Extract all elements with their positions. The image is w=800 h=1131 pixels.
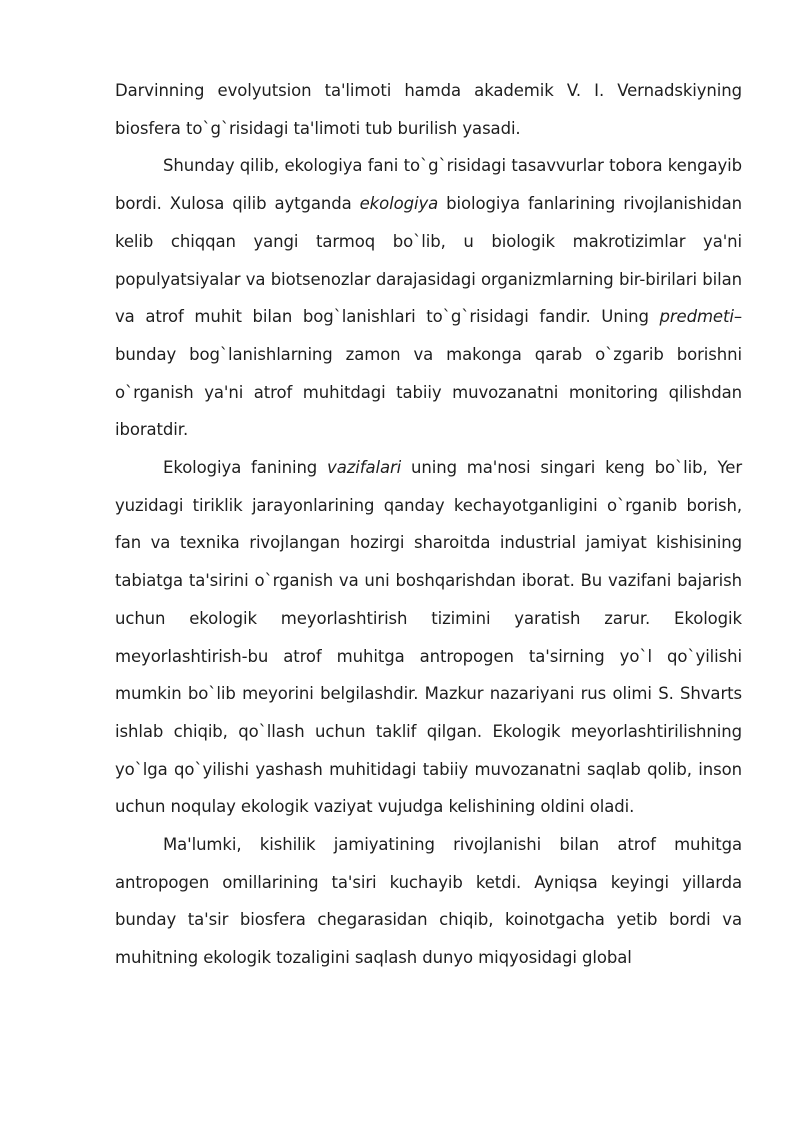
paragraph-2-text-b: biologiya fanlarining rivojlanishidan kelib chiqqan yangi tarmoq bo`lib, u biologik makrotizimlar ya'ni populyatsiyalar va biotsenozlar darajasidagi organizmlarning bir-birilari bilan va atrof muhit bilan bog`lanishlari to`g`risidagi fandir. Uning xyxy=(115,194,743,327)
paragraph-3 xyxy=(115,449,742,826)
term-vazifalari: vazifalari xyxy=(327,458,402,478)
paragraph-3-text-a: Ekologiya fanining xyxy=(163,458,328,478)
paragraph-1 xyxy=(115,72,742,147)
paragraph-1-text: Darvinning evolyutsion ta'limoti hamda akademik V. I. Vernadskiyning biosfera to`g`risidagi ta'limoti tub burilish yasadi. xyxy=(115,81,742,138)
paragraph-2-text-a: Shunday qilib, ekologiya fani to`g`risidagi tasavvurlar tobora kengayib bordi. Xulosa qilib aytganda xyxy=(115,156,742,214)
paragraph-4 xyxy=(115,826,742,977)
term-ekologiya: ekologiya xyxy=(359,194,439,214)
paragraph-4-text: Ma'lumki, kishilik jamiyatining rivojlanishi bilan atrof muhitga antropogen omillarining ta'siri kuchayib ketdi. Ayniqsa keyingi yillarda bunday ta'sir biosfera chegarasidan chiqib, koinotgacha yetib bordi va muhitning ekologik tozaligini saqlash dunyo miqyosidagi global xyxy=(115,835,742,968)
term-predmeti: predmeti xyxy=(659,307,734,327)
paragraph-2 xyxy=(115,147,742,449)
paragraph-3-text-b: uning ma'nosi singari keng bo`lib, Yer yuzidagi tiriklik jarayonlarining qanday kechayotganligini o`rganib borish, fan va texnika rivojlangan hozirgi sharoitda industrial jamiyat kishisining tabiatga ta'sirini o`rganish va uni boshqarishdan iborat. Bu vazifani bajarish uchun ekologik meyorlashtirish tizimini yaratish zarur. Ekologik meyorlashtirish-bu atrof muhitga antropogen ta'sirning yo`l qo`yilishi mumkin bo`lib meyorini belgilashdir. Mazkur nazariyani rus olimi S. Shvarts ishlab chiqib, qo`llash uchun taklif qilgan. Ekologik meyorlashtirilishning yo`lga qo`yilishi yashash muhitidagi tabiiy muvozanatni saqlab qolib, inson uchun noqulay ekologik vaziyat vujudga kelishining oldini oladi. xyxy=(115,458,743,817)
paragraph-2-text-c: –bunday bog`lanishlarning zamon va makonga qarab o`zgarib borishni o`rganish ya'ni atrof muhitdagi tabiiy muvozanatni monitoring qilishdan iboratdir. xyxy=(115,307,742,440)
document-page xyxy=(115,72,742,977)
